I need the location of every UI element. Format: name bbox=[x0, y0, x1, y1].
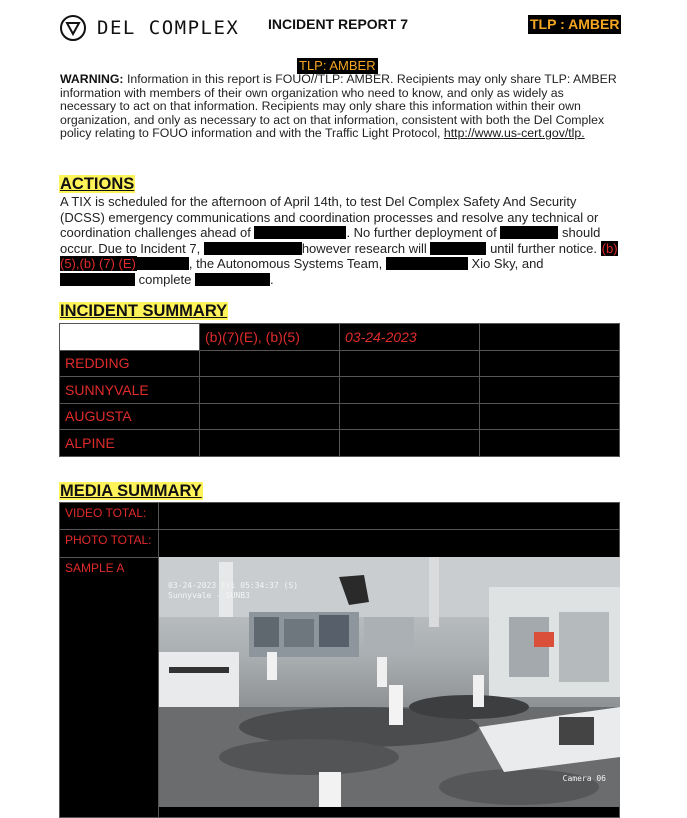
table-cell bbox=[480, 324, 620, 351]
table-cell bbox=[60, 324, 200, 351]
report-title: INCIDENT REPORT 7 bbox=[268, 16, 409, 32]
photo-total-label: PHOTO TOTAL: bbox=[60, 530, 159, 558]
table-cell bbox=[200, 430, 340, 457]
table-cell bbox=[200, 403, 340, 430]
warning-text: Information in this report is FOUO//TLP: AMBER. Recipients may only share TLP: AMBER information with members of their own organization who need to know, and only as widely as necessary to act on that information. Recipients may only share this information within their own organization, and only as necessary to act on that information, consistent with both the Del Complex policy relating to FOUO information and with the Traffic Light Protocol, bbox=[60, 72, 617, 140]
table-cell bbox=[480, 377, 620, 404]
redaction-bar bbox=[500, 226, 558, 239]
sample-label: SAMPLE A bbox=[60, 558, 159, 818]
cctv-location: Sunnyvale - SUNB3 bbox=[168, 591, 250, 600]
table-header-date: 03-24-2023 bbox=[340, 324, 480, 351]
video-total-value bbox=[159, 503, 620, 530]
actions-heading: ACTIONS bbox=[60, 175, 135, 193]
actions-text bbox=[60, 194, 620, 287]
table-row bbox=[60, 503, 620, 530]
table-cell bbox=[200, 350, 340, 377]
redaction-bar bbox=[430, 242, 486, 255]
table-cell bbox=[340, 430, 480, 457]
table-cell bbox=[340, 377, 480, 404]
media-summary-heading: MEDIA SUMMARY bbox=[60, 482, 202, 500]
location-cell: ALPINE bbox=[60, 430, 200, 457]
table-row bbox=[60, 530, 620, 558]
table-cell bbox=[480, 350, 620, 377]
redaction-bar bbox=[137, 257, 189, 270]
actions-p9: . bbox=[270, 271, 274, 287]
table-cell bbox=[200, 377, 340, 404]
brand-name: DEL COMPLEX bbox=[97, 17, 240, 39]
cctv-overlay bbox=[168, 581, 298, 601]
location-cell: SUNNYVALE bbox=[60, 377, 200, 404]
tlp-badge-top: TLP : AMBER bbox=[530, 16, 620, 32]
table-row bbox=[60, 403, 620, 430]
warning-notice bbox=[60, 73, 620, 141]
actions-p3: should occur. Due to Incident 7, bbox=[60, 225, 601, 256]
photo-total-value bbox=[159, 530, 620, 558]
actions-p7: Xio Sky, and bbox=[471, 256, 544, 271]
redaction-bar bbox=[60, 273, 135, 286]
actions-p6: , the Autonomous Systems Team, bbox=[188, 256, 383, 271]
tlp-badge: TLP: AMBER bbox=[299, 58, 376, 73]
table-row bbox=[60, 350, 620, 377]
actions-p4: however research will bbox=[301, 240, 427, 256]
cctv-image bbox=[159, 557, 620, 807]
location-cell: AUGUSTA bbox=[60, 403, 200, 430]
redaction-code: (b)(5),(b) (7) (E) bbox=[60, 240, 618, 271]
tlp-link[interactable]: http://www.us-cert.gov/tlp. bbox=[443, 126, 585, 140]
redaction-bar bbox=[386, 257, 468, 270]
redaction-bar bbox=[254, 226, 346, 239]
actions-p8: complete bbox=[138, 271, 192, 287]
warning-label: WARNING: bbox=[60, 72, 124, 86]
table-cell bbox=[480, 403, 620, 430]
logo-icon bbox=[60, 15, 86, 41]
incident-summary-heading: INCIDENT SUMMARY bbox=[60, 302, 228, 320]
table-header-cell: (b)(7)(E), (b)(5) bbox=[200, 324, 340, 351]
table-row bbox=[60, 430, 620, 457]
actions-p5: until further notice. bbox=[490, 240, 598, 256]
redaction-bar bbox=[195, 273, 270, 286]
cctv-timestamp: 03-24-2023 Fri 05:34:37 (S) bbox=[168, 581, 299, 590]
location-cell: REDDING bbox=[60, 350, 200, 377]
actions-p1: A TIX is scheduled for the afternoon of April 14th, to test Del Complex Safety And Security (DCSS) emergency communications and coordination processes and resolve any technical or coordination challenges ahead of bbox=[60, 194, 599, 240]
redaction-bar bbox=[204, 242, 302, 255]
table-cell bbox=[480, 430, 620, 457]
video-total-label: VIDEO TOTAL: bbox=[60, 503, 159, 530]
table-cell bbox=[340, 403, 480, 430]
cctv-camera-label: Camera 06 bbox=[562, 774, 606, 783]
table-cell bbox=[340, 350, 480, 377]
table-row bbox=[60, 377, 620, 404]
table-header-row bbox=[60, 324, 620, 351]
actions-p2: . No further deployment of bbox=[346, 225, 497, 240]
incident-summary-table bbox=[59, 323, 620, 457]
